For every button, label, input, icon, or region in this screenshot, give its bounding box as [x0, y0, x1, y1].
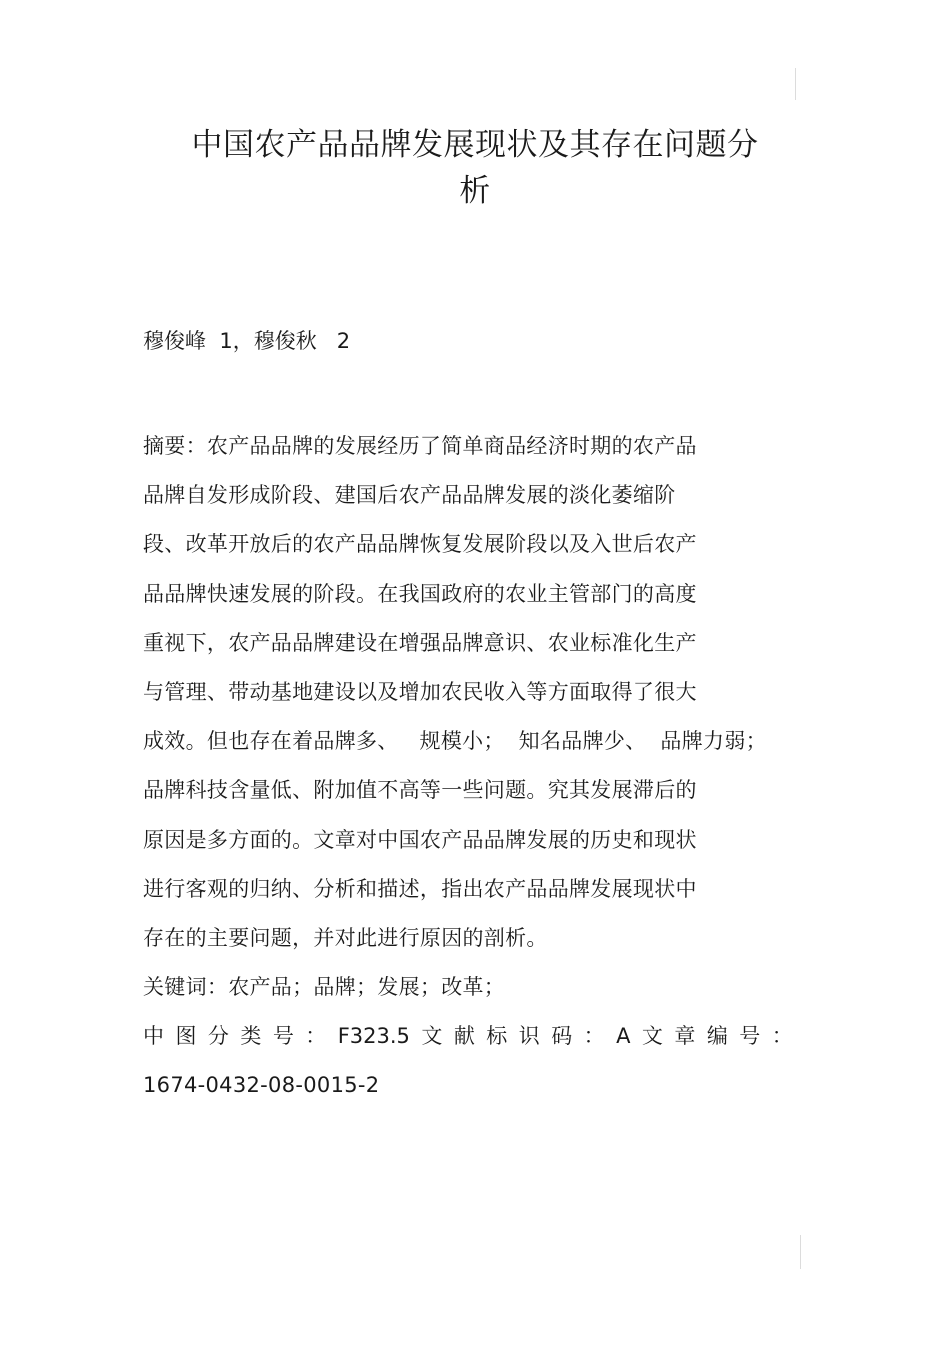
classification-part: 文 — [421, 1024, 443, 1049]
classification-part: ： — [305, 1024, 327, 1049]
classification-line — [143, 1012, 793, 1061]
classification-part: 类 — [240, 1024, 262, 1049]
authors: 穆俊峰 1，穆俊秋 2 — [143, 329, 351, 353]
abstract-line: 段、改革开放后的农产品品牌恢复发展阶段以及入世后农产 — [143, 532, 697, 557]
paper-title — [140, 122, 810, 214]
abstract-line: 进行客观的归纳、分析和描述，指出农产品品牌发展现状中 — [143, 876, 697, 901]
page-edge-mark-bottom — [800, 1235, 801, 1269]
classification-part: 中 — [143, 1024, 164, 1049]
abstract-line: 品牌科技含量低、附加值不高等一些问题。究其发展滞后的 — [143, 778, 697, 803]
classification-part: 分 — [207, 1024, 229, 1049]
classification-part: 章 — [674, 1024, 696, 1049]
classification-part: 文 — [641, 1024, 663, 1049]
page-edge-mark-top — [795, 68, 796, 100]
paper-title-line-1: 中国农产品品牌发展现状及其存在问题分 — [191, 127, 759, 163]
classification-part: 献 — [453, 1024, 475, 1049]
article-number: 1674-0432-08-0015-2 — [143, 1073, 380, 1098]
keywords: 关键词：农产品；品牌；发展；改革； — [143, 975, 506, 1000]
paper-title-line-2: 析 — [459, 173, 491, 209]
classification-part: 编 — [706, 1024, 728, 1049]
abstract-line: 重视下，农产品品牌建设在增强品牌意识、农业标准化生产 — [143, 630, 697, 655]
classification-part: 图 — [175, 1024, 197, 1049]
classification-part: ： — [583, 1024, 605, 1049]
abstract-line: 品品牌快速发展的阶段。在我国政府的农业主管部门的高度 — [143, 581, 697, 606]
classification-part: 号 — [739, 1024, 761, 1049]
classification-part: 码 — [551, 1024, 573, 1049]
abstract-block — [143, 422, 803, 1111]
abstract-line: 品牌自发形成阶段、建国后农产品品牌发展的淡化萎缩阶 — [143, 483, 676, 508]
abstract-line: 摘要：农产品品牌的发展经历了简单商品经济时期的农产品 — [143, 434, 697, 458]
document-code: A — [616, 1024, 631, 1049]
abstract-line: 成效。但也存在着品牌多、 规模小； 知名品牌少、 品牌力弱； — [143, 729, 767, 754]
classification-part: ： — [771, 1024, 793, 1049]
abstract-line: 存在的主要问题，并对此进行原因的剖析。 — [143, 925, 548, 950]
abstract-line: 原因是多方面的。文章对中国农产品品牌发展的历史和现状 — [143, 827, 697, 852]
classification-part: 识 — [518, 1024, 540, 1049]
classification-part: 号 — [272, 1024, 294, 1049]
classification-code: F323.5 — [337, 1024, 410, 1049]
abstract-line: 与管理、带动基地建设以及增加农民收入等方面取得了很大 — [143, 679, 697, 704]
classification-part: 标 — [486, 1024, 508, 1049]
